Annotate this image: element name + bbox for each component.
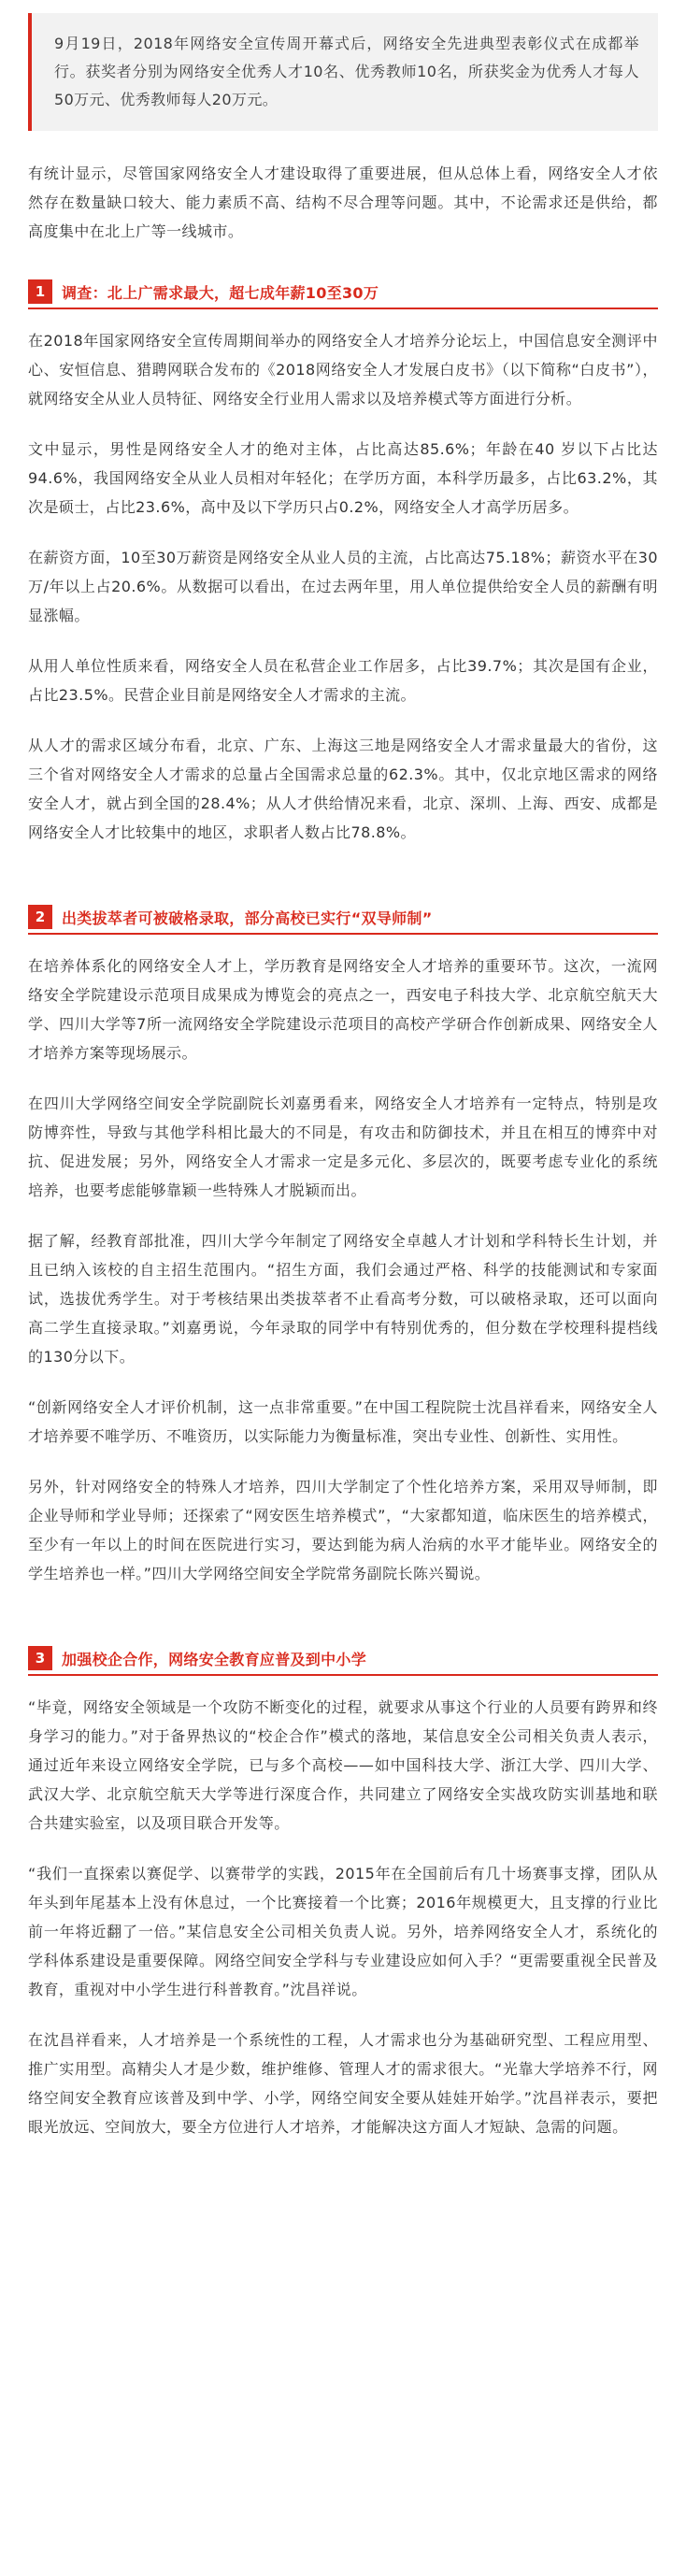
- section-number-badge: 3: [28, 1646, 52, 1670]
- paragraph: 在四川大学网络空间安全学院副院长刘嘉勇看来，网络安全人才培养有一定特点，特别是攻防博弈性，导致与其他学科相比最大的不同是，有攻击和防御技术，并且在相互的博弈中对抗、促进发展；另外，网络安全人才需求一定是多元化、多层次的，既要考虑专业化的系统培养，也要考虑能够靠颖一些特殊人才脱颖而出。: [28, 1095, 658, 1199]
- section-number-badge: 2: [28, 905, 52, 929]
- section-title: 出类拔萃者可被破格录取，部分高校已实行“双导师制”: [62, 909, 433, 927]
- paragraph: 在培养体系化的网络安全人才上，学历教育是网络安全人才培养的重要环节。这次，一流网络安全学院建设示范项目成果成为博览会的亮点之一，西安电子科技大学、北京航空航天大学、四川大学等7所一流网络安全学院建设示范项目的高校产学研合作创新成果、网络安全人才培养方案等现场展示。: [28, 957, 658, 1062]
- paragraph: 文中显示，男性是网络安全人才的绝对主体，占比高达85.6%；年龄在40 岁以下占比达94.6%，我国网络安全从业人员相对年轻化；在学历方面，本科学历最多，占比63.2%，其次是硕士，占比23.6%，高中及以下学历只占0.2%，网络安全人才高学历居多。: [28, 440, 658, 516]
- paragraph: “我们一直探索以赛促学、以赛带学的实践，2015年在全国前后有几十场赛事支撑，团队从年头到年尾基本上没有休息过，一个比赛接着一个比赛；2016年规模更大，且支撑的行业比前一年将近翻了一倍。”某信息安全公司相关负责人说。另外，培养网络安全人才，系统化的学科体系建设是重要保障。网络空间安全学科与专业建设应如何入手？“更需要重视全民普及教育，重视对中小学生进行科普教育。”沈昌祥说。: [28, 1865, 658, 1998]
- section-heading-1: [28, 279, 658, 309]
- paragraph: “创新网络安全人才评价机制，这一点非常重要。”在中国工程院院士沈昌祥看来，网络安全人才培养要不唯学历、不唯资历，以实际能力为衡量标准，突出专业性、创新性、实用性。: [28, 1398, 658, 1445]
- paragraph: 在2018年国家网络安全宣传周期间举办的网络安全人才培养分论坛上，中国信息安全测评中心、安恒信息、猎聘网联合发布的《2018网络安全人才发展白皮书》（以下简称“白皮书”），就网络安全从业人员特征、网络安全行业用人需求以及培养模式等方面进行分析。: [28, 332, 658, 408]
- section-title: 调查：北上广需求最大，超七成年薪10至30万: [62, 283, 379, 302]
- paragraph: 从人才的需求区域分布看，北京、广东、上海这三地是网络安全人才需求量最大的省份，这三个省对网络安全人才需求的总量占全国需求总量的62.3%。其中，仅北京地区需求的网络安全人才，就占到全国的28.4%；从人才供给情况来看，北京、深圳、上海、西安、成都是网络安全人才比较集中的地区，求职者人数占比78.8%。: [28, 737, 658, 841]
- section-number-badge: 1: [28, 279, 52, 304]
- section-heading-2: [28, 905, 658, 935]
- section-heading-3: [28, 1646, 658, 1676]
- section-title: 加强校企合作，网络安全教育应普及到中小学: [62, 1650, 367, 1668]
- intro-callout: 9月19日，2018年网络安全宣传周开幕式后，网络安全先进典型表彰仪式在成都举行。获奖者分别为网络安全优秀人才10名、优秀教师10名，所获奖金为优秀人才每人50万元、优秀教师每人20万元。: [28, 13, 658, 131]
- paragraph: 在薪资方面，10至30万薪资是网络安全从业人员的主流，占比高达75.18%；薪资水平在30万/年以上占20.6%。从数据可以看出，在过去两年里，用人单位提供给安全人员的薪酬有明显涨幅。: [28, 549, 658, 624]
- paragraph: 在沈昌祥看来，人才培养是一个系统性的工程，人才需求也分为基础研究型、工程应用型、推广实用型。高精尖人才是少数，维护维修、管理人才的需求很大。“光靠大学培养不行，网络空间安全教育应该普及到中学、小学，网络空间安全要从娃娃开始学。”沈昌祥表示，要把眼光放远、空间放大，要全方位进行人才培养，才能解决这方面人才短缺、急需的问题。: [28, 2031, 658, 2136]
- lead-paragraph: 有统计显示，尽管国家网络安全人才建设取得了重要进展，但从总体上看，网络安全人才依然存在数量缺口较大、能力素质不高、结构不尽合理等问题。其中，不论需求还是供给，都高度集中在北上广等一线城市。: [28, 165, 658, 240]
- paragraph: 另外，针对网络安全的特殊人才培养，四川大学制定了个性化培养方案，采用双导师制，即企业导师和学业导师；还探索了“网安医生培养模式”，“大家都知道，临床医生的培养模式，至少有一年以上的时间在医院进行实习，要达到能为病人治病的水平才能毕业。网络安全的学生培养也一样。”四川大学网络空间安全学院常务副院长陈兴蜀说。: [28, 1478, 658, 1582]
- paragraph: 据了解，经教育部批准，四川大学今年制定了网络安全卓越人才计划和学科特长生计划，并且已纳入该校的自主招生范围内。“招生方面，我们会通过严格、科学的技能测试和专家面试，选拔优秀学生。对于考核结果出类拔萃者不止看高考分数，可以破格录取，还可以面向高二学生直接录取。”刘嘉勇说，今年录取的同学中有特别优秀的，但分数在学校理科提档线的130分以下。: [28, 1232, 658, 1366]
- paragraph: 从用人单位性质来看，网络安全人员在私营企业工作居多，占比39.7%；其次是国有企业，占比23.5%。民营企业目前是网络安全人才需求的主流。: [28, 657, 658, 704]
- paragraph: “毕竟，网络安全领域是一个攻防不断变化的过程，就要求从事这个行业的人员要有跨界和终身学习的能力。”对于备界热议的“校企合作”模式的落地，某信息安全公司相关负责人表示，通过近年来设立网络安全学院，已与多个高校——如中国科技大学、浙江大学、四川大学、武汉大学、北京航空航天大学等进行深度合作，共同建立了网络安全实战攻防实训基地和联合共建实验室，以及项目联合开发等。: [28, 1698, 658, 1832]
